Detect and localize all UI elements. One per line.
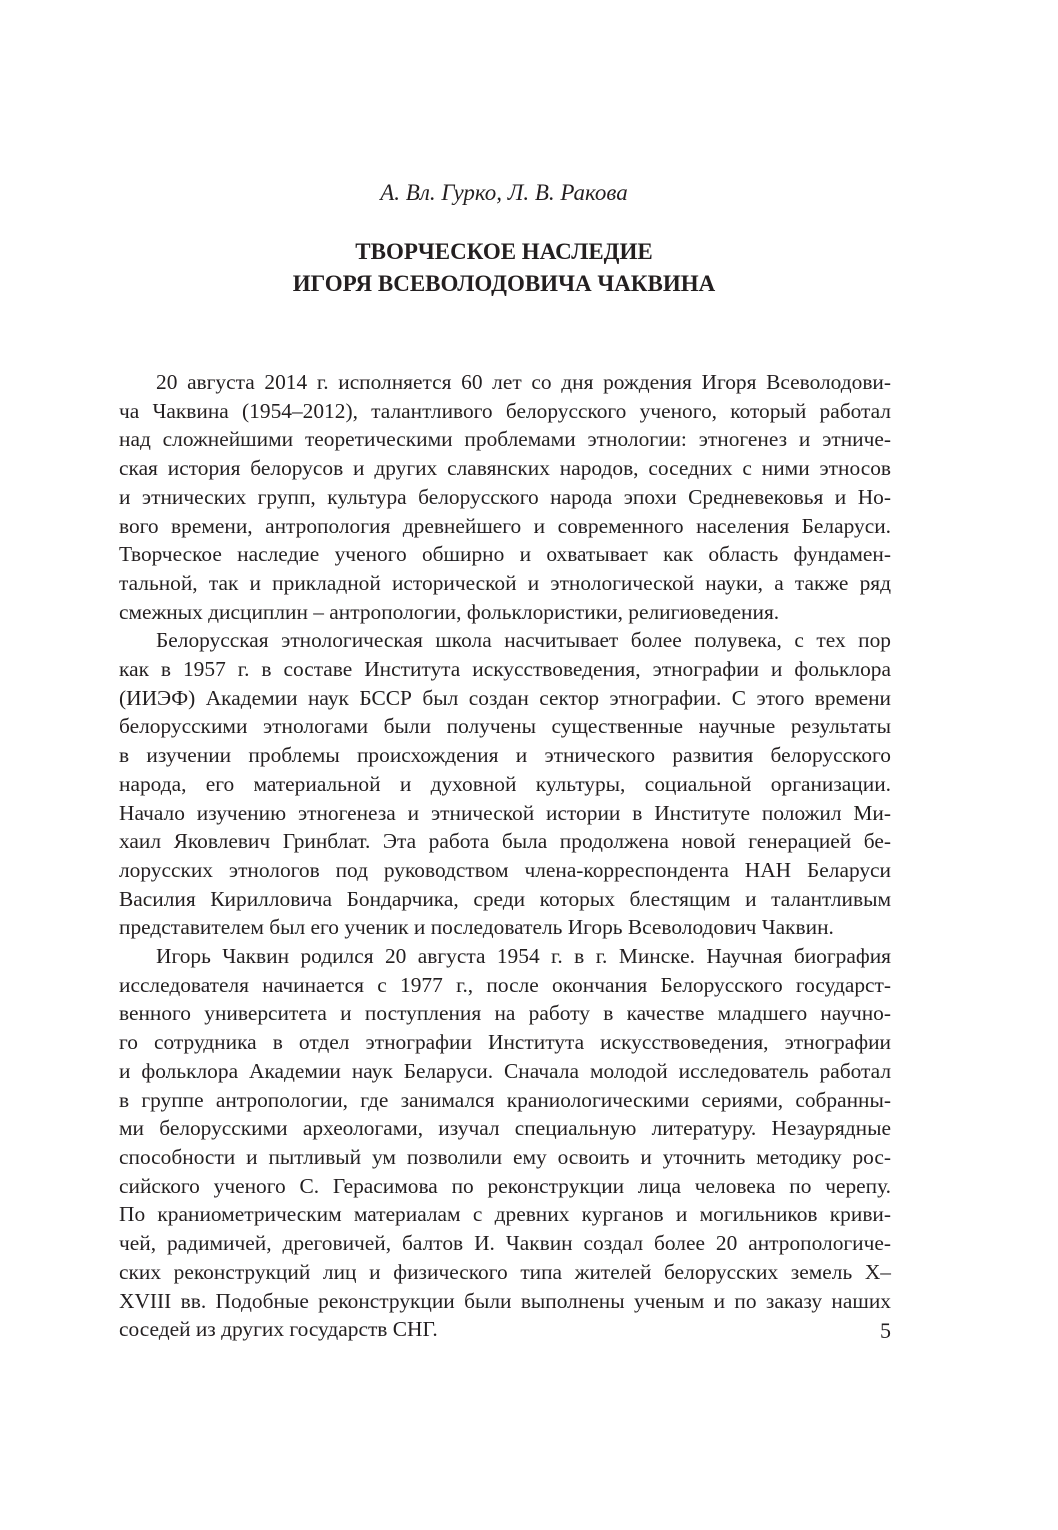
text-line: в изучении проблемы происхождения и этнического развития белорусского <box>119 743 891 768</box>
text-line: соседей из других государств СНГ. <box>119 1317 438 1342</box>
text-line: (ИИЭФ) Академии наук БССР был создан сектор этнографии. С этого времени <box>119 685 891 710</box>
text-line: тальной, так и прикладной исторической и этнологической науки, а также ряд <box>119 570 891 595</box>
text-line: ми белорусскими археологами, изучал специальную литературу. Незаурядные <box>119 1116 891 1141</box>
text-line: и этнических групп, культура белорусского народа эпохи Средневековья и Но- <box>119 484 891 509</box>
text-line: венного университета и поступления на работу в качестве младшего научно- <box>119 1001 891 1026</box>
text-line: вого времени, антропология древнейшего и современного населения Беларуси. <box>119 513 891 538</box>
text-line: ская история белорусов и других славянских народов, соседних с ними этносов <box>119 456 891 481</box>
text-line: Игорь Чаквин родился 20 августа 1954 г. в г. Минске. Научная биография <box>156 944 891 969</box>
text-line: лорусских этнологов под руководством члена-корреспондента НАН Беларуси <box>119 857 891 882</box>
text-line: в группе антропологии, где занимался краниологическими сериями, собранны- <box>119 1087 891 1112</box>
text-line: Белорусская этнологическая школа насчитывает более полувека, с тех пор <box>156 628 891 653</box>
text-line: как в 1957 г. в составе Института искусствоведения, этнографии и фольклора <box>119 657 891 682</box>
paragraph <box>119 626 891 942</box>
title-line: ТВОРЧЕСКОЕ НАСЛЕДИЕ <box>355 239 653 264</box>
page-number: 5 <box>880 1318 891 1343</box>
text-line: го сотрудника в отдел этнографии Института искусствоведения, этнографии <box>119 1030 891 1055</box>
text-line: 20 августа 2014 г. исполняется 60 лет со дня рождения Игоря Всеволодови- <box>156 370 891 394</box>
text-line: сийского ученого С. Герасимова по реконструкции лица человека по черепу. <box>119 1173 891 1198</box>
text-line: исследователя начинается с 1977 г., после окончания Белорусского государст- <box>119 972 891 997</box>
text-line: По краниометрическим материалам с древних курганов и могильников криви- <box>119 1202 891 1227</box>
text-line: и фольклора Академии наук Беларуси. Сначала молодой исследователь работал <box>119 1058 891 1083</box>
text-line: чей, радимичей, дреговичей, балтов И. Чаквин создал более 20 антропологиче- <box>119 1231 891 1256</box>
paragraph <box>119 368 891 626</box>
text-line: ских реконструкций лиц и физического типа жителей белорусских земель X– <box>119 1259 891 1284</box>
paragraph <box>119 942 891 1344</box>
text-line: хаил Яковлевич Гринблат. Эта работа была продолжена новой генерацией бе- <box>119 829 891 854</box>
title-line: ИГОРЯ ВСЕВОЛОДОВИЧА ЧАКВИНА <box>292 271 716 296</box>
text-line: белорусскими этнологами были получены существенные научные результаты <box>119 714 891 739</box>
text-line: XVIII вв. Подобные реконструкции были выполнены ученым и по заказу наших <box>119 1288 891 1313</box>
text-line: Василия Кирилловича Бондарчика, среди которых блестящим и талантливым <box>119 886 891 911</box>
article-title <box>0 236 1008 300</box>
article-body <box>119 368 891 1344</box>
article-authors: А. Вл. Гурко, Л. В. Ракова <box>380 180 628 205</box>
text-line: ча Чаквина (1954–2012), талантливого белорусского ученого, который работал <box>119 398 891 423</box>
text-line: Начало изучению этногенеза и этнической истории в Институте положил Ми- <box>119 800 891 825</box>
text-line: над сложнейшими теоретическими проблемами этнологии: этногенез и этниче- <box>119 427 891 452</box>
text-line: смежных дисциплин – антропологии, фольклористики, религиоведения. <box>119 599 780 624</box>
text-line: способности и пытливый ум позволили ему освоить и уточнить методику рос- <box>119 1144 891 1169</box>
text-line: народа, его материальной и духовной культуры, социальной организации. <box>119 771 891 796</box>
text-line: Творческое наследие ученого обширно и охватывает как область фундамен- <box>119 542 891 567</box>
text-line: представителем был его ученик и последователь Игорь Всеволодович Чаквин. <box>119 915 834 940</box>
